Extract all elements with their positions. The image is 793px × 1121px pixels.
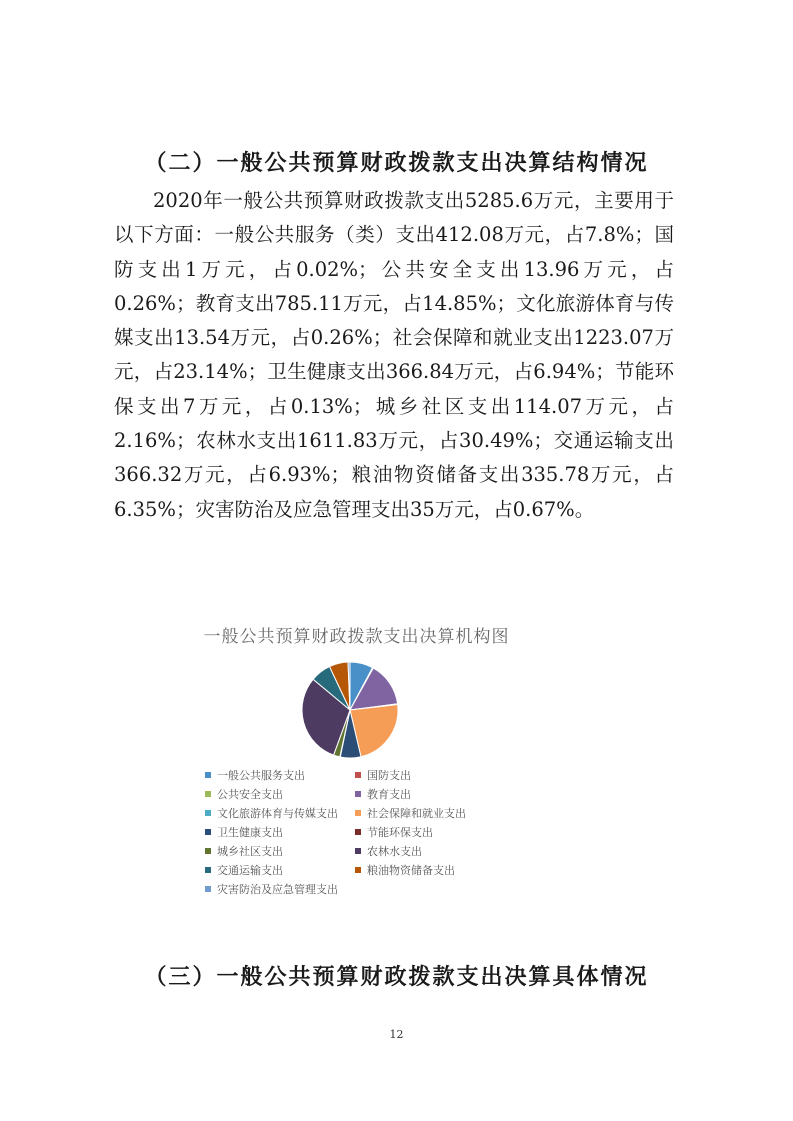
chart-title: 一般公共预算财政拨款支出决算机构图 [203, 627, 510, 647]
legend-label: 卫生健康支出 [217, 825, 283, 839]
legend-swatch [355, 772, 361, 778]
legend-item [205, 842, 355, 859]
legend-item [205, 861, 355, 878]
pie-chart [300, 660, 400, 760]
legend-label: 社会保障和就业支出 [367, 806, 466, 820]
legend-label: 公共安全支出 [217, 787, 283, 801]
legend-label: 交通运输支出 [217, 863, 283, 877]
chart-legend [205, 766, 505, 897]
legend-swatch [205, 810, 211, 816]
legend-label: 一般公共服务支出 [217, 768, 305, 782]
legend-item [205, 880, 355, 897]
page-number: 12 [389, 1028, 404, 1041]
legend-swatch [355, 791, 361, 797]
legend-label: 粮油物资储备支出 [367, 863, 455, 877]
legend-label: 灾害防治及应急管理支出 [217, 882, 338, 896]
legend-item [205, 804, 355, 821]
legend-swatch [205, 829, 211, 835]
body-paragraph: 2020年一般公共预算财政拨款支出5285.6万元，主要用于以下方面：一般公共服务（类）支出412.08万元，占7.8%；国防支出1万元，占0.02%；公共安全支出13.96万元，占0.26%；教育支出785.11万元，占14.85%；文化旅游体育与传媒支出13.54万元，占0.26%；社会保障和就业支出1223.07万元，占23.14%；卫生健康支出366.84万元，占6.94%；节能环保支出7万元，占0.13%；城乡社区支出114.07万元，占2.16%；农林水支出1611.83万元，占30.49%；交通运输支出366.32万元，占6.93%；粮油物资储备支出335.78万元，占6.35%；灾害防治及应急管理支出35万元，占0.67%。 [114, 189, 674, 521]
legend-swatch [205, 791, 211, 797]
legend-swatch [205, 867, 211, 873]
legend-swatch [355, 810, 361, 816]
legend-swatch [205, 848, 211, 854]
legend-item [355, 766, 505, 783]
legend-label: 节能环保支出 [367, 825, 433, 839]
legend-item [205, 766, 355, 783]
legend-label: 农林水支出 [367, 844, 422, 858]
legend-label: 文化旅游体育与传媒支出 [217, 806, 338, 820]
legend-swatch [355, 829, 361, 835]
legend-item [355, 785, 505, 802]
legend-item [355, 804, 505, 821]
legend-item [355, 861, 505, 878]
legend-item [205, 823, 355, 840]
legend-swatch [205, 772, 211, 778]
legend-item [355, 823, 505, 840]
section-heading-3: （三）一般公共预算财政拨款支出决算具体情况 [144, 964, 649, 990]
legend-swatch [355, 848, 361, 854]
legend-label: 教育支出 [367, 787, 411, 801]
legend-item [355, 842, 505, 859]
section-heading-2: （二）一般公共预算财政拨款支出决算结构情况 [144, 150, 649, 176]
legend-item [205, 785, 355, 802]
legend-swatch [355, 867, 361, 873]
legend-label: 城乡社区支出 [217, 844, 283, 858]
legend-swatch [205, 886, 211, 892]
legend-label: 国防支出 [367, 768, 411, 782]
